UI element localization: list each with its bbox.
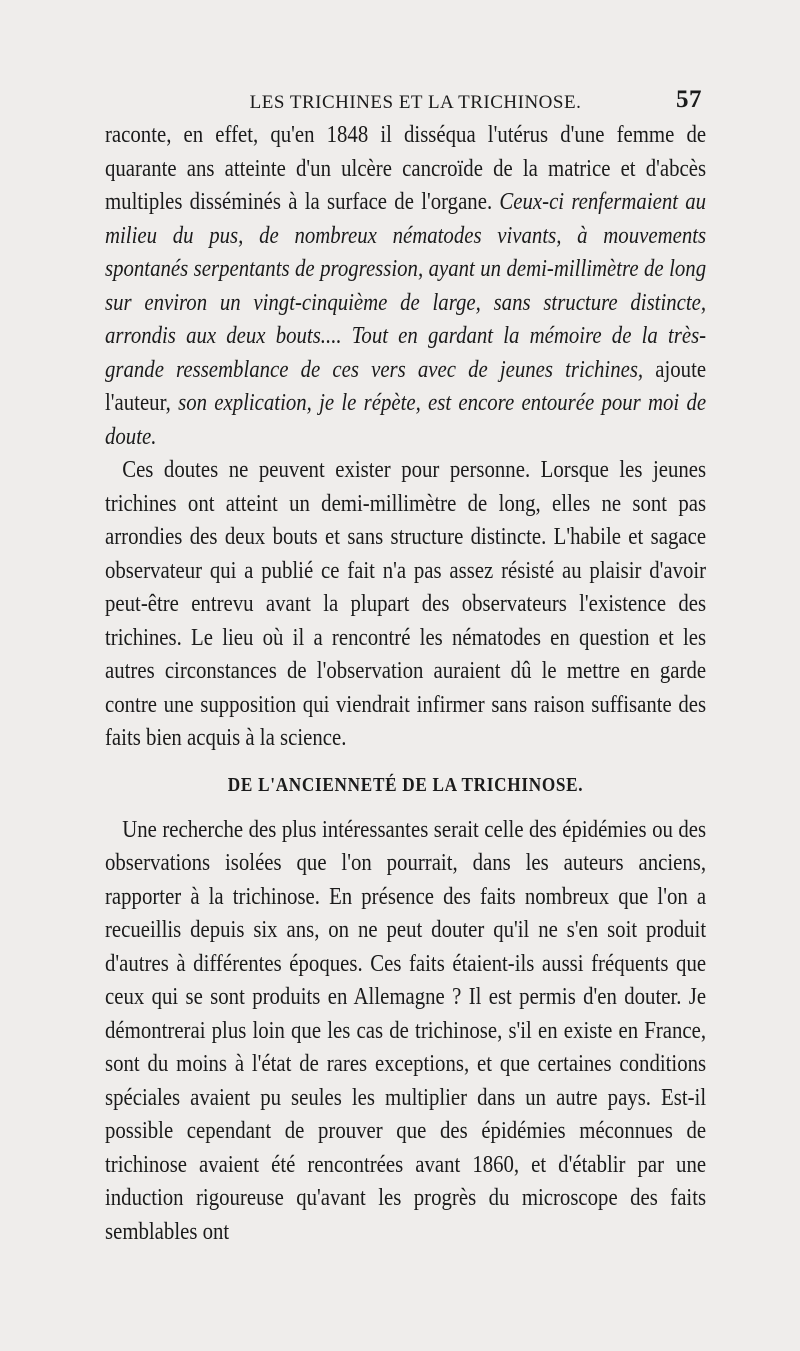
italic-quotation: son explication, je le répète, est encore entourée pour moi de doute. [105, 389, 707, 450]
paragraph-text: ajoute l'auteur, [105, 355, 707, 416]
italic-quotation: Ceux-ci renfermaient au milieu du pus, de nombreux nématodes vivants, à mouvements spontanés serpentants de progression, ayant un demi-millimètre de long sur environ un vingt-cinquième de large, sans structure distincte, arrondis aux deux bouts.... Tout en gardant la mémoire de la très-grande ressemblance de ces vers avec de jeunes trichines, [105, 188, 707, 383]
body-text [105, 118, 706, 1248]
running-title: LES TRICHINES ET LA TRICHINOSE. [249, 92, 582, 113]
paragraph-text: raconte, en effet, qu'en 1848 il disséqua l'utérus d'une femme de quarante ans atteinte d'un ulcère cancroïde de la matrice et d'abcès multiples disséminés à la surface de l'organe. [105, 121, 707, 215]
section-heading: DE L'ANCIENNETÉ DE LA TRICHINOSE. [227, 773, 584, 796]
paragraph-continued [105, 118, 706, 453]
paragraph: Une recherche des plus intéressantes serait celle des épidémies ou des observations isolées que l'on pourrait, dans les auteurs anciens, rapporter à la trichinose. En présence des faits nombreux que l'on a recueillis depuis six ans, on ne peut douter qu'il ne s'en soit produit d'autres à différentes époques. Ces faits étaient-ils aussi fréquents que ceux qui se sont produits en Allemagne ? Il est permis d'en douter. Je démontrerai plus loin que les cas de trichinose, s'il en existe en France, sont du moins à l'état de rares exceptions, et que certaines conditions spéciales avaient pu seules les multiplier dans un autre pays. Est-il possible cependant de prouver que des épidémies méconnues de trichinose avaient été rencontrées avant 1860, et d'établir par une induction rigoureuse qu'avant les progrès du microscope des faits semblables ont [105, 815, 707, 1245]
page-number: 57 [676, 86, 702, 113]
running-head [105, 86, 706, 114]
paragraph: Ces doutes ne peuvent exister pour personne. Lorsque les jeunes trichines ont atteint un demi-millimètre de long, elles ne sont pas arrondies des deux bouts et sans structure distincte. L'habile et sagace observateur qui a publié ce fait n'a pas assez résisté au plaisir d'avoir peut-être entrevu avant la plupart des observateurs l'existence des trichines. Le lieu où il a rencontré les nématodes en question et les autres circonstances de l'observation auraient dû le mettre en garde contre une supposition qui viendrait infirmer sans raison suffisante des faits bien acquis à la science. [105, 456, 707, 751]
